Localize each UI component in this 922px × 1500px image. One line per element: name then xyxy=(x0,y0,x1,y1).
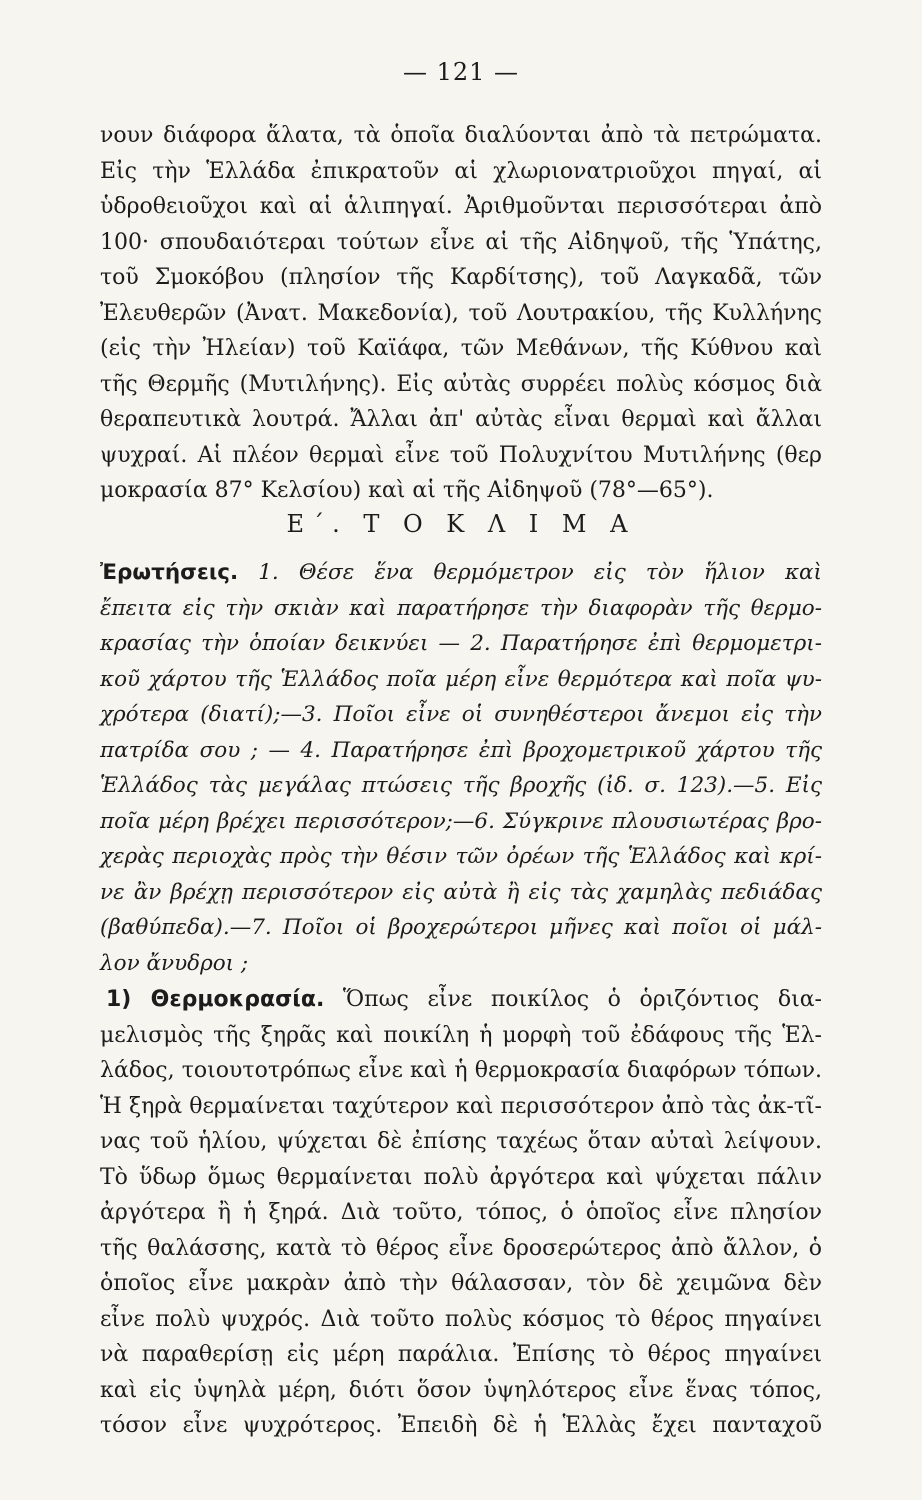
text-line: καὶ εἰς ὑψηλὰ μέρη, διότι ὅσον ὑψηλότερος εἶνε ἕνας τόπος, xyxy=(100,1377,822,1403)
page-number: — 121 — xyxy=(402,58,520,86)
text-line: Ἡ ξηρὰ θερμαίνεται ταχύτερον καὶ περισσότερον ἀπὸ τὰς ἀκ-τῖ- xyxy=(100,1093,822,1119)
question-line: νε ἂν βρέχῃ περισσότερον εἰς αὐτὰ ἢ εἰς τὰς χαμηλὰς πεδιάδας xyxy=(100,879,822,905)
text-line: ὑδροθειοῦχοι καὶ αἱ ἁλιπηγαί. Ἀριθμοῦνται περισσότεραι ἀπὸ xyxy=(100,194,822,219)
question-line: ἔπειτα εἰς τὴν σκιὰν καὶ παρατήρησε τὴν διαφορὰν τῆς θερμο- xyxy=(100,595,822,621)
question-line: ποῖα μέρη βρέχει περισσότερον;—6. Σύγκρινε πλουσιωτέρας βρο- xyxy=(100,808,822,834)
paragraph-mineral-springs xyxy=(100,118,822,509)
text-line: τῆς θαλάσσης, κατὰ τὸ θέρος εἶνε δροσερώτερος ἀπὸ ἄλλον, ὁ xyxy=(100,1235,822,1261)
questions-block xyxy=(100,555,822,981)
text-line: νὰ παραθερίσῃ εἰς μέρη παράλια. Ἐπίσης τὸ θέρος πηγαίνει xyxy=(100,1342,822,1367)
text-line: ὁποῖος εἶνε μακρὰν ἀπὸ τὴν θάλασσαν, τὸν δὲ χειμῶνα δὲν xyxy=(100,1271,822,1296)
question-line: κοῦ χάρτου τῆς Ἑλλάδος ποῖα μέρη εἶνε θερμότερα καὶ ποῖα ψυ- xyxy=(100,666,822,692)
text-line: ψυχραί. Αἱ πλέον θερμαὶ εἶνε τοῦ Πολυχνίτου Μυτιλήνης (θερ xyxy=(100,442,822,468)
section-heading: Ε΄. Τ Ο Κ Λ Ι Μ Α xyxy=(286,510,636,538)
subsection-first-line xyxy=(100,982,822,1018)
text-line: τῆς Θερμῆς (Μυτιλήνης). Εἰς αὐτὰς συρρέει πολὺς κόσμος διὰ xyxy=(100,371,822,397)
text-line: 100· σπουδαιότεραι τούτων εἶνε αἱ τῆς Αἰδηψοῦ, τῆς Ὑπάτης, xyxy=(100,229,822,255)
text-line: Ἐλευθερῶν (Ἀνατ. Μακεδονία), τοῦ Λουτρακίου, τῆς Κυλλήνης xyxy=(100,300,822,326)
text-line: (εἰς τὴν Ἠλείαν) τοῦ Καϊάφα, τῶν Μεθάνων, τῆς Κύθνου καὶ xyxy=(100,336,822,361)
paragraph-temperature xyxy=(100,982,822,1444)
text-line: νας τοῦ ἡλίου, ψύχεται δὲ ἐπίσης ταχέως ὅταν αὐταὶ λείψουν. xyxy=(100,1129,822,1154)
text-line: Εἰς τὴν Ἑλλάδα ἐπικρατοῦν αἱ χλωριονατριοῦχοι πηγαί, αἱ xyxy=(100,158,822,184)
text-line: Τὸ ὕδωρ ὅμως θερμαίνεται πολὺ ἀργότερα καὶ ψύχεται πάλιν xyxy=(100,1164,822,1190)
questions-label: Ἐρωτήσεις. xyxy=(100,560,239,585)
question-text: 1. Θέσε ἕνα θερμόμετρον εἰς τὸν ἥλιον καὶ xyxy=(258,560,822,585)
paragraph-text: Ὅπως εἶνε ποικίλος ὁ ὁριζόντιος δια- xyxy=(342,987,822,1012)
question-line: πατρίδα σου ; — 4. Παρατήρησε ἐπὶ βροχομετρικοῦ χάρτου τῆς xyxy=(100,737,822,763)
text-line: τόσον εἶνε ψυχρότερος. Ἐπειδὴ δὲ ἡ Ἑλλὰς ἔχει πανταχοῦ xyxy=(100,1413,822,1438)
question-line: (βαθύπεδα).—7. Ποῖοι οἱ βροχερώτεροι μῆνες καὶ ποῖοι οἱ μάλ- xyxy=(100,915,822,940)
text-line: εἶνε πολὺ ψυχρός. Διὰ τοῦτο πολὺς κόσμος τὸ θέρος πηγαίνει xyxy=(100,1306,822,1332)
questions-first-line xyxy=(100,555,822,591)
question-line: χρότερα (διατί);—3. Ποῖοι εἶνε οἱ συνηθέστεροι ἄνεμοι εἰς τὴν xyxy=(100,702,822,727)
text-line: τοῦ Σμοκόβου (πλησίον τῆς Καρδίτσης), τοῦ Λαγκαδᾶ, τῶν xyxy=(100,265,822,290)
question-line: λον ἄνυδροι ; xyxy=(100,950,249,976)
text-line: μοκρασία 87° Κελσίου) καὶ αἱ τῆς Αἰδηψοῦ (78°—65°). xyxy=(100,478,714,503)
question-line: κρασίας τὴν ὁποίαν δεικνύει — 2. Παρατήρησε ἐπὶ θερμομετρι- xyxy=(100,631,822,656)
subsection-label: 1) Θερμοκρασία. xyxy=(106,987,325,1012)
text-line: θεραπευτικὰ λουτρά. Ἄλλαι ἀπ' αὐτὰς εἶναι θερμαὶ καὶ ἄλλαι xyxy=(100,407,822,432)
text-line: ἀργότερα ἢ ἡ ξηρά. Διὰ τοῦτο, τόπος, ὁ ὁποῖος εἶνε πλησίον xyxy=(100,1200,822,1225)
text-line: μελισμὸς τῆς ξηρᾶς καὶ ποικίλη ἡ μορφὴ τοῦ ἐδάφους τῆς Ἑλ- xyxy=(100,1022,822,1048)
question-line: Ἑλλάδος τὰς μεγάλας πτώσεις τῆς βροχῆς (ἰδ. σ. 123).—5. Εἰς xyxy=(100,773,822,798)
question-line: χερὰς περιοχὰς πρὸς τὴν θέσιν τῶν ὀρέων τῆς Ἑλλάδος καὶ κρί- xyxy=(100,844,822,869)
text-line: λάδος, τοιουτοτρόπως εἶνε καὶ ἡ θερμοκρασία διαφόρων τόπων. xyxy=(100,1058,822,1083)
text-line: νουν διάφορα ἅλατα, τὰ ὁποῖα διαλύονται ἀπὸ τὰ πετρώματα. xyxy=(100,123,822,148)
